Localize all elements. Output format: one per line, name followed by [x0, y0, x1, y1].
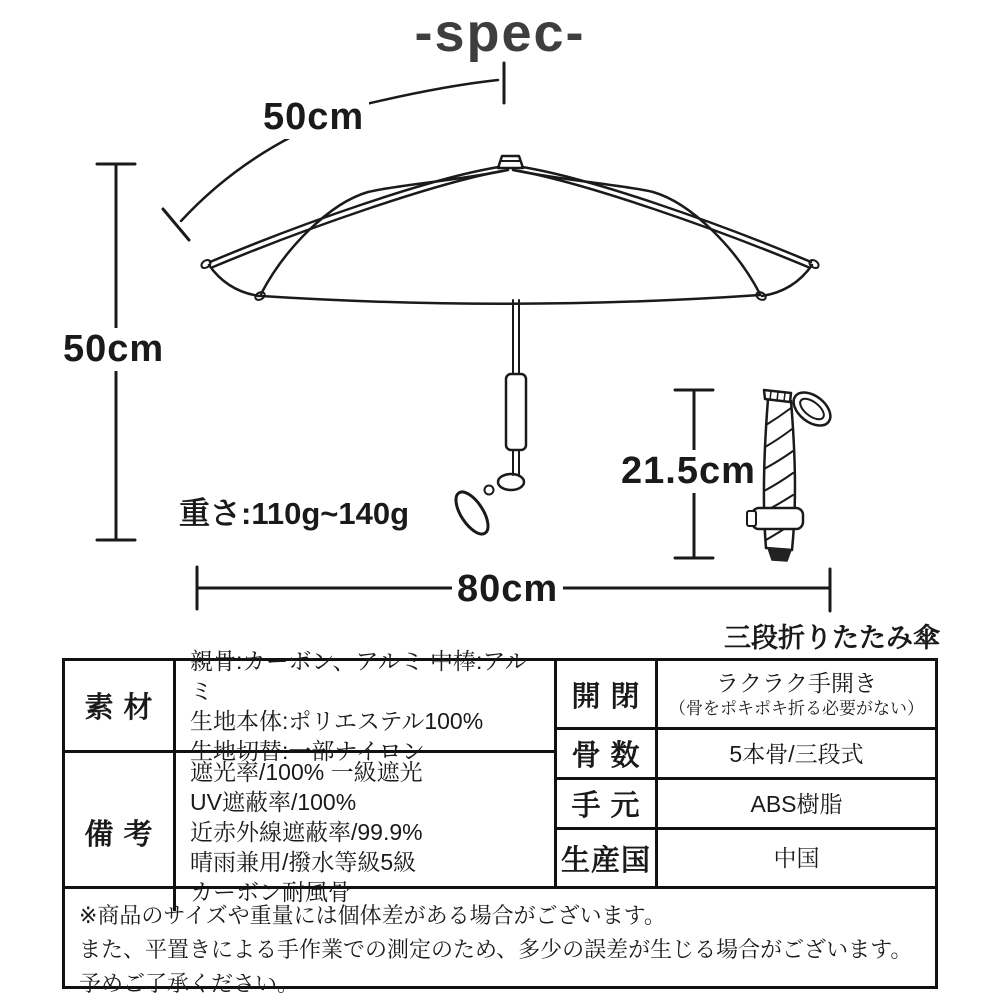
origin-label: 生産国 — [557, 830, 658, 886]
notes-line-4: 晴雨兼用/撥水等級5級 — [190, 849, 417, 875]
handle-value: ABS樹脂 — [750, 790, 843, 817]
spec-table-main — [65, 647, 935, 905]
open-close-value — [658, 661, 935, 727]
open-close-main: ラクラク手開き — [716, 670, 877, 696]
open-close-note: （骨をポキポキ折る必要がない） — [669, 699, 924, 718]
row-rib-count — [557, 730, 935, 780]
dim-open-height-label: 50cm — [58, 328, 169, 371]
notes-line-1: 遮光率/100% 一級遮光 — [190, 759, 423, 785]
rib-count-label: 骨 数 — [557, 730, 658, 777]
row-origin — [557, 830, 935, 886]
spec-table — [62, 647, 938, 996]
origin-value: 中国 — [773, 845, 820, 871]
material-line-3: 生地切替:一部ナイロン — [190, 737, 425, 764]
spec-table-right — [554, 661, 935, 886]
notes-line-3: 近赤外線遮蔽率/99.9% — [190, 819, 423, 845]
notes-line-5: カーボン耐風骨 — [190, 879, 351, 905]
dim-canopy-radius-label: 50cm — [258, 96, 369, 139]
material-line-2: 生地本体:ポリエステル100% — [190, 707, 484, 734]
handle-label: 手 元 — [557, 780, 658, 827]
product-type-label: 三段折りたたみ傘 — [724, 623, 940, 653]
page-title: -spec- — [414, 3, 586, 63]
dim-open-width-label: 80cm — [452, 568, 563, 611]
spec-table-left — [65, 647, 554, 905]
footer-note-line-3: 予めご了承ください。 — [79, 971, 300, 996]
rib-count-value: 5本骨/三段式 — [729, 740, 864, 767]
footer-note — [65, 886, 935, 1000]
row-material — [65, 647, 554, 764]
open-close-label: 開 閉 — [557, 661, 658, 727]
notes-line-2: UV遮蔽率/100% — [190, 789, 357, 815]
material-line-1: 親骨:カーボン、アルミ 中棒:アルミ — [190, 647, 528, 704]
dim-folded-length-label: 21.5cm — [616, 450, 761, 493]
material-label: 素 材 — [65, 661, 176, 750]
footer-note-line-2: また、平置きによる手作業での測定のため、多少の誤差が生じる場合がございます。 — [79, 937, 913, 962]
row-handle — [557, 780, 935, 830]
row-open-close — [557, 661, 935, 730]
footer-note-line-1: ※商品のサイズや重量には個体差がある場合がございます。 — [79, 903, 666, 928]
material-value — [176, 647, 554, 764]
notes-label: 備 考 — [65, 753, 176, 911]
weight-label: 重さ:110g~140g — [179, 496, 410, 531]
